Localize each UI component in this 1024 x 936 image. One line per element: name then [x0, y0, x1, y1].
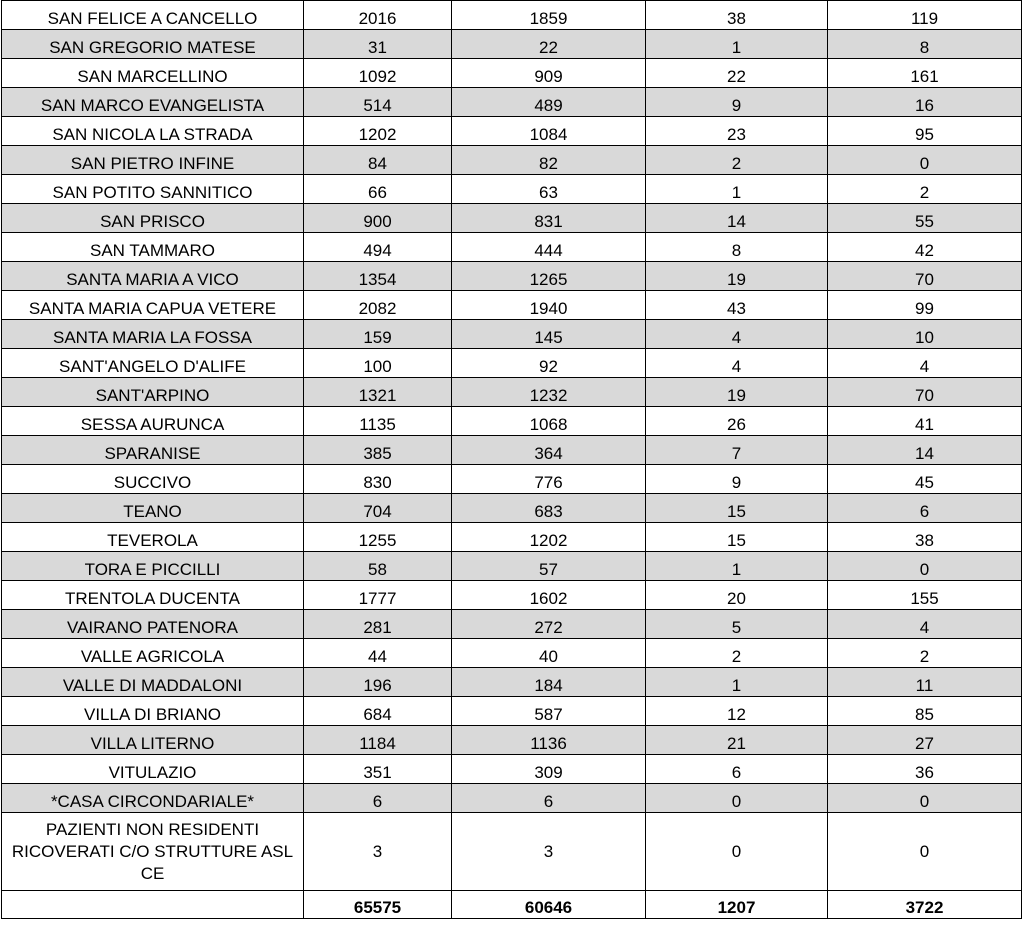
table-row — [2, 146, 1022, 175]
cell-comune: SAN MARCELLINO — [2, 59, 304, 88]
cell-value: 1 — [646, 175, 828, 204]
cell-value: 272 — [452, 610, 646, 639]
cell-value: 1777 — [304, 581, 452, 610]
cell-value: 1092 — [304, 59, 452, 88]
cell-value: 1859 — [452, 1, 646, 30]
table-row — [2, 30, 1022, 59]
cell-value: 6 — [304, 784, 452, 813]
table-row — [2, 436, 1022, 465]
cell-value: 0 — [646, 813, 828, 891]
cell-value: 0 — [828, 784, 1022, 813]
table-row — [2, 697, 1022, 726]
cell-comune: SAN TAMMARO — [2, 233, 304, 262]
cell-value: 1321 — [304, 378, 452, 407]
table-row — [2, 117, 1022, 146]
cell-value: 1184 — [304, 726, 452, 755]
cell-value: 58 — [304, 552, 452, 581]
table-row — [2, 581, 1022, 610]
cell-value: 15 — [646, 494, 828, 523]
cell-value: 364 — [452, 436, 646, 465]
cell-value: 22 — [646, 59, 828, 88]
cell-value: 776 — [452, 465, 646, 494]
cell-value: 0 — [828, 813, 1022, 891]
cell-value: 99 — [828, 291, 1022, 320]
cell-value: 31 — [304, 30, 452, 59]
table-row — [2, 262, 1022, 291]
cell-value: 9 — [646, 465, 828, 494]
cell-value: 1940 — [452, 291, 646, 320]
cell-comune: VITULAZIO — [2, 755, 304, 784]
cell-comune: VAIRANO PATENORA — [2, 610, 304, 639]
cell-value: 43 — [646, 291, 828, 320]
cell-value: 41 — [828, 407, 1022, 436]
table-row — [2, 378, 1022, 407]
table-row — [2, 784, 1022, 813]
cell-value: 184 — [452, 668, 646, 697]
cell-comune: SANT'ANGELO D'ALIFE — [2, 349, 304, 378]
cell-comune: SAN NICOLA LA STRADA — [2, 117, 304, 146]
cell-value: 161 — [828, 59, 1022, 88]
cell-comune: TEVEROLA — [2, 523, 304, 552]
table-row — [2, 726, 1022, 755]
cell-comune: SAN PRISCO — [2, 204, 304, 233]
cell-value: 5 — [646, 610, 828, 639]
cell-value: 1202 — [452, 523, 646, 552]
cell-value: 16 — [828, 88, 1022, 117]
cell-value: 145 — [452, 320, 646, 349]
cell-value: 44 — [304, 639, 452, 668]
cell-value: 1 — [646, 30, 828, 59]
cell-value: 8 — [828, 30, 1022, 59]
cell-value: 1602 — [452, 581, 646, 610]
cell-value: 84 — [304, 146, 452, 175]
cell-value: 12 — [646, 697, 828, 726]
table-row — [2, 320, 1022, 349]
cell-value: 23 — [646, 117, 828, 146]
cell-value: 19 — [646, 262, 828, 291]
table-row — [2, 813, 1022, 891]
total-value: 60646 — [452, 891, 646, 919]
cell-value: 351 — [304, 755, 452, 784]
cell-value: 514 — [304, 88, 452, 117]
cell-value: 45 — [828, 465, 1022, 494]
cell-value: 26 — [646, 407, 828, 436]
cell-value: 1265 — [452, 262, 646, 291]
cell-value: 1255 — [304, 523, 452, 552]
cell-value: 42 — [828, 233, 1022, 262]
cell-value: 27 — [828, 726, 1022, 755]
cell-comune: SAN MARCO EVANGELISTA — [2, 88, 304, 117]
cell-value: 38 — [828, 523, 1022, 552]
cell-comune: *CASA CIRCONDARIALE* — [2, 784, 304, 813]
cell-value: 119 — [828, 1, 1022, 30]
cell-value: 10 — [828, 320, 1022, 349]
cell-value: 2082 — [304, 291, 452, 320]
cell-value: 909 — [452, 59, 646, 88]
cell-value: 2 — [646, 639, 828, 668]
cell-value: 95 — [828, 117, 1022, 146]
cell-comune: TORA E PICCILLI — [2, 552, 304, 581]
cell-value: 11 — [828, 668, 1022, 697]
cell-value: 2016 — [304, 1, 452, 30]
cell-value: 155 — [828, 581, 1022, 610]
cell-value: 1202 — [304, 117, 452, 146]
cell-value: 6 — [646, 755, 828, 784]
cell-value: 4 — [828, 349, 1022, 378]
cell-value: 1068 — [452, 407, 646, 436]
cell-comune: SANTA MARIA LA FOSSA — [2, 320, 304, 349]
cell-value: 1136 — [452, 726, 646, 755]
cell-value: 0 — [646, 784, 828, 813]
cell-value: 57 — [452, 552, 646, 581]
cell-value: 19 — [646, 378, 828, 407]
cell-value: 1084 — [452, 117, 646, 146]
cell-value: 704 — [304, 494, 452, 523]
cell-comune: TEANO — [2, 494, 304, 523]
cell-value: 2 — [828, 639, 1022, 668]
cell-comune: SANT'ARPINO — [2, 378, 304, 407]
cell-value: 385 — [304, 436, 452, 465]
cell-value: 4 — [828, 610, 1022, 639]
cell-value: 684 — [304, 697, 452, 726]
cell-value: 159 — [304, 320, 452, 349]
cell-value: 196 — [304, 668, 452, 697]
cell-value: 309 — [452, 755, 646, 784]
cell-value: 40 — [452, 639, 646, 668]
cell-comune: VALLE DI MADDALONI — [2, 668, 304, 697]
total-value: 3722 — [828, 891, 1022, 919]
table-row — [2, 494, 1022, 523]
table-row — [2, 610, 1022, 639]
cell-value: 36 — [828, 755, 1022, 784]
cell-value: 6 — [452, 784, 646, 813]
cell-value: 66 — [304, 175, 452, 204]
table-row — [2, 204, 1022, 233]
cell-comune: SESSA AURUNCA — [2, 407, 304, 436]
cell-value: 1354 — [304, 262, 452, 291]
cell-value: 900 — [304, 204, 452, 233]
cell-comune: SANTA MARIA A VICO — [2, 262, 304, 291]
cell-value: 55 — [828, 204, 1022, 233]
cell-comune: SAN FELICE A CANCELLO — [2, 1, 304, 30]
cell-value: 6 — [828, 494, 1022, 523]
cell-value: 587 — [452, 697, 646, 726]
table-row — [2, 552, 1022, 581]
cell-value: 92 — [452, 349, 646, 378]
table-row — [2, 668, 1022, 697]
cell-value: 494 — [304, 233, 452, 262]
table-row — [2, 233, 1022, 262]
cell-value: 8 — [646, 233, 828, 262]
table-row — [2, 88, 1022, 117]
cell-value: 7 — [646, 436, 828, 465]
cell-value: 82 — [452, 146, 646, 175]
cell-value: 489 — [452, 88, 646, 117]
cell-value: 4 — [646, 320, 828, 349]
cell-value: 830 — [304, 465, 452, 494]
cell-value: 70 — [828, 378, 1022, 407]
cell-comune: SPARANISE — [2, 436, 304, 465]
cell-value: 2 — [828, 175, 1022, 204]
cell-value: 70 — [828, 262, 1022, 291]
total-value: 1207 — [646, 891, 828, 919]
table-row — [2, 349, 1022, 378]
cell-value: 0 — [828, 552, 1022, 581]
cell-value: 1232 — [452, 378, 646, 407]
cell-value: 4 — [646, 349, 828, 378]
cell-value: 22 — [452, 30, 646, 59]
cell-value: 1 — [646, 552, 828, 581]
cell-comune: SAN PIETRO INFINE — [2, 146, 304, 175]
cell-value: 63 — [452, 175, 646, 204]
cell-comune: SAN POTITO SANNITICO — [2, 175, 304, 204]
table-row — [2, 639, 1022, 668]
table-row — [2, 291, 1022, 320]
cell-value: 1 — [646, 668, 828, 697]
cell-value: 14 — [828, 436, 1022, 465]
table-row — [2, 407, 1022, 436]
cell-value: 100 — [304, 349, 452, 378]
cell-value: 3 — [452, 813, 646, 891]
table-row — [2, 465, 1022, 494]
cell-value: 0 — [828, 146, 1022, 175]
cell-value: 14 — [646, 204, 828, 233]
cell-comune: VALLE AGRICOLA — [2, 639, 304, 668]
data-table — [1, 0, 1022, 919]
cell-value: 444 — [452, 233, 646, 262]
cell-comune: SAN GREGORIO MATESE — [2, 30, 304, 59]
table-row — [2, 59, 1022, 88]
cell-comune: PAZIENTI NON RESIDENTI RICOVERATI C/O STRUTTURE ASL CE — [2, 813, 304, 891]
cell-comune: TRENTOLA DUCENTA — [2, 581, 304, 610]
cell-comune: SUCCIVO — [2, 465, 304, 494]
cell-value: 21 — [646, 726, 828, 755]
cell-value: 1135 — [304, 407, 452, 436]
cell-value: 15 — [646, 523, 828, 552]
cell-value: 38 — [646, 1, 828, 30]
cell-comune: SANTA MARIA CAPUA VETERE — [2, 291, 304, 320]
totals-row — [2, 891, 1022, 919]
cell-value: 9 — [646, 88, 828, 117]
cell-value: 3 — [304, 813, 452, 891]
table-row — [2, 523, 1022, 552]
table-body — [2, 1, 1022, 919]
cell-value: 281 — [304, 610, 452, 639]
cell-value: 20 — [646, 581, 828, 610]
table-row — [2, 1, 1022, 30]
cell-value: 831 — [452, 204, 646, 233]
total-value: 65575 — [304, 891, 452, 919]
table-row — [2, 175, 1022, 204]
cell-comune: VILLA LITERNO — [2, 726, 304, 755]
totals-label — [2, 891, 304, 919]
table-row — [2, 755, 1022, 784]
cell-value: 2 — [646, 146, 828, 175]
cell-value: 85 — [828, 697, 1022, 726]
cell-value: 683 — [452, 494, 646, 523]
cell-comune: VILLA DI BRIANO — [2, 697, 304, 726]
